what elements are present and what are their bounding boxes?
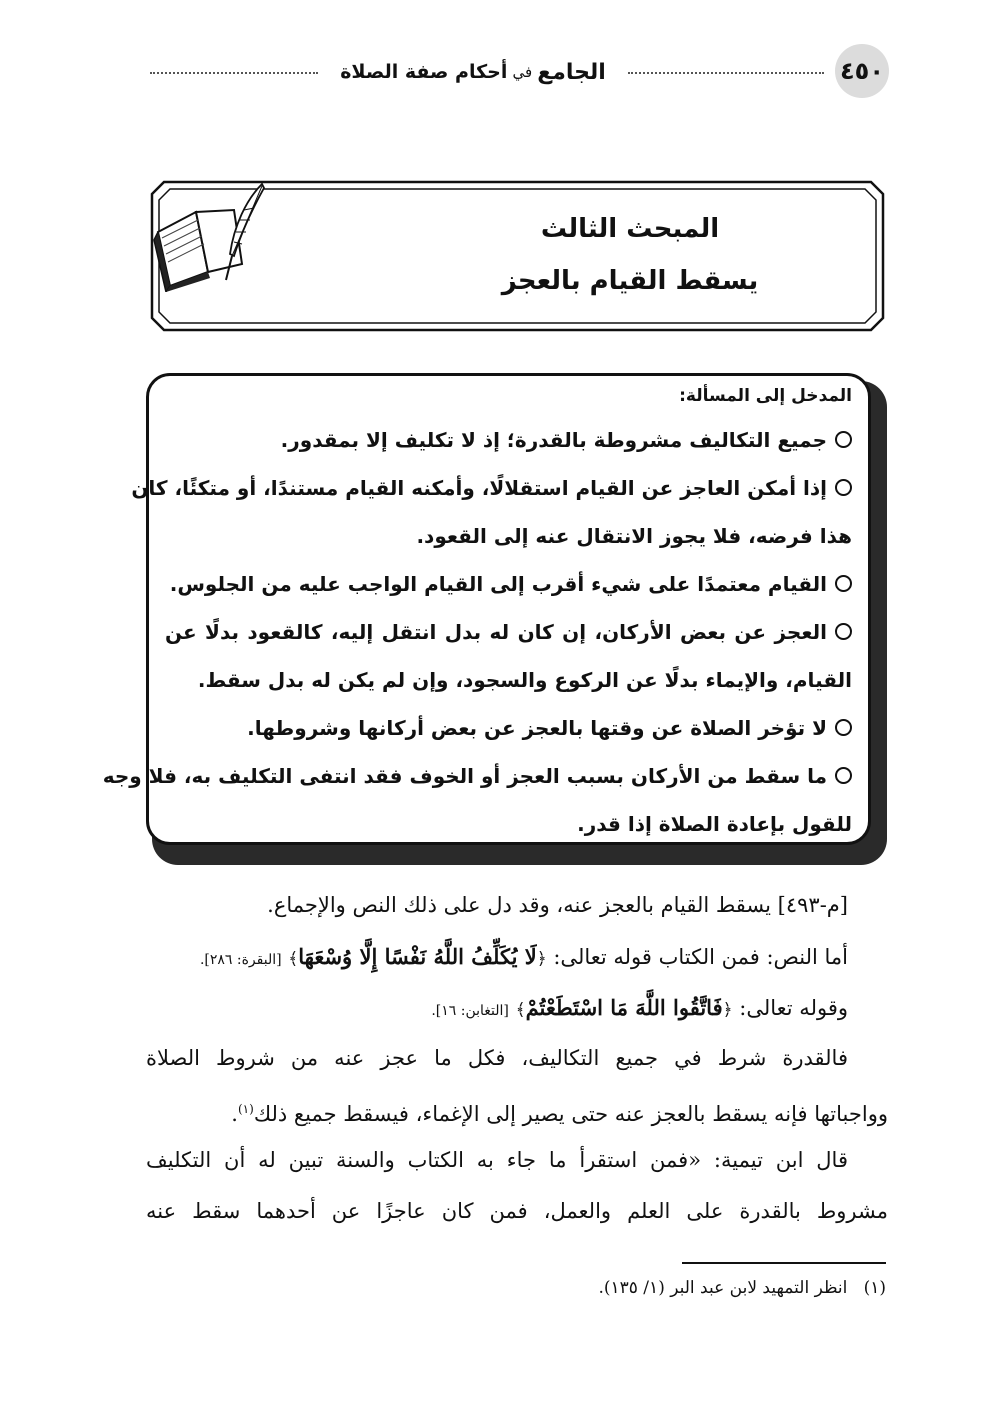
- ornate-bracket-open: ﴿: [722, 1000, 733, 1020]
- footnote-text: انظر التمهيد لابن عبد البر (١/ ١٣٥).: [598, 1278, 848, 1298]
- ornate-bracket-close: ﴾: [288, 949, 299, 969]
- summary-point-4: العجز عن بعض الأركان، إن كان له بدل انتقل إليه، كالقعود بدلًا عن: [165, 608, 852, 656]
- summary-point-4-cont: القيام، والإيماء بدلًا عن الركوع والسجود، وإن لم يكن له بدل سقط.: [197, 668, 852, 692]
- body-line: وواجباتها فإنه يسقط بالعجز عنه حتى يصير إلى الإغماء، فيسقط جميع ذلك$^{(١)}$.: [231, 1102, 888, 1126]
- summary-box: [102, 373, 871, 845]
- header-title-part3: أحكام صفة الصلاة: [340, 61, 508, 83]
- body-line: مشروط بالقدرة على العلم والعمل، فمن كان عاجزًا عن أحدهما سقط عنه: [146, 1199, 888, 1223]
- quran-verse-1: لَا يُكَلِّفُ اللَّهُ نَفْسًا إِلَّا وُسْعَهَا: [298, 944, 537, 969]
- ornate-bracket-open: ﴿: [536, 949, 547, 969]
- body-line: [م-٤٩٣] يسقط القيام بالعجز عنه، وقد دل على ذلك النص والإجماع.: [267, 893, 848, 917]
- bullet-circle-icon: [835, 767, 852, 784]
- bullet-circle-icon: [835, 479, 852, 496]
- header-title-part1: الجامع: [537, 59, 606, 85]
- body-line: قال ابن تيمية: «فمن استقرأ ما جاء به الكتاب والسنة تبين له أن التكليف: [146, 1148, 848, 1172]
- summary-title: المدخل إلى المسألة:: [679, 386, 852, 406]
- body-line: فالقدرة شرط في جميع التكاليف، فكل ما عجز عنه من شروط الصلاة: [146, 1046, 848, 1070]
- summary-point-2: إذا أمكن العاجز عن القيام استقلالًا، وأمكنه القيام مستندًا، أو متكئًا، كان: [165, 464, 852, 512]
- book-quill-icon: [150, 180, 270, 292]
- bullet-circle-icon: [835, 719, 852, 736]
- chapter-subheading: يسقط القيام بالعجز: [501, 266, 759, 296]
- quran-citation-1: أما النص: فمن الكتاب قوله تعالى: ﴿لَا يُكَلِّفُ اللَّهُ نَفْسًا إِلَّا وُسْعَهَا﴾ [البقرة: ٢٨٦].: [199, 944, 848, 969]
- summary-point-6-cont: للقول بإعادة الصلاة إذا قدر.: [577, 812, 852, 836]
- running-header-title: [328, 54, 618, 90]
- bullet-circle-icon: [835, 623, 852, 640]
- summary-point-1: جميع التكاليف مشروطة بالقدرة؛ إذ لا تكليف إلا بمقدور.: [165, 416, 852, 464]
- body-text: [146, 880, 888, 1237]
- summary-point-3: القيام معتمدًا على شيء أقرب إلى القيام الواجب عليه من الجلوس.: [165, 560, 852, 608]
- chapter-heading: المبحث الثالث: [540, 214, 720, 244]
- summary-point-2-cont: هذا فرضه، فلا يجوز الانتقال عنه إلى القعود.: [416, 524, 852, 548]
- summary-point-5: لا تؤخر الصلاة عن وقتها بالعجز عن بعض أركانها وشروطها.: [165, 704, 852, 752]
- footnote-separator: [682, 1262, 886, 1264]
- verse-reference-2: [التغابن: ١٦].: [431, 1003, 509, 1019]
- header-dots-right: [628, 72, 824, 74]
- chapter-title-frame: [150, 180, 885, 332]
- bullet-circle-icon: [835, 575, 852, 592]
- header-title-part2: في: [512, 63, 533, 81]
- page-number: ٤٥٠: [835, 44, 889, 98]
- footnote-marker[interactable]: (١): [237, 1102, 254, 1116]
- footnote-number: (١): [863, 1278, 886, 1298]
- summary-point-6: ما سقط من الأركان بسبب العجز أو الخوف فقد انتفى التكليف به، فلا وجه: [165, 752, 852, 800]
- verse-reference-1: [البقرة: ٢٨٦].: [199, 952, 282, 968]
- footnote-1: [300, 1278, 886, 1298]
- header-dots-left: [150, 72, 318, 74]
- ornate-bracket-close: ﴾: [515, 1000, 526, 1020]
- quran-citation-2: وقوله تعالى: ﴿فَاتَّقُوا اللَّهَ مَا اسْتَطَعْتُمْ﴾ [التغابن: ١٦].: [431, 995, 848, 1020]
- quran-verse-2: فَاتَّقُوا اللَّهَ مَا اسْتَطَعْتُمْ: [525, 995, 723, 1020]
- bullet-circle-icon: [835, 431, 852, 448]
